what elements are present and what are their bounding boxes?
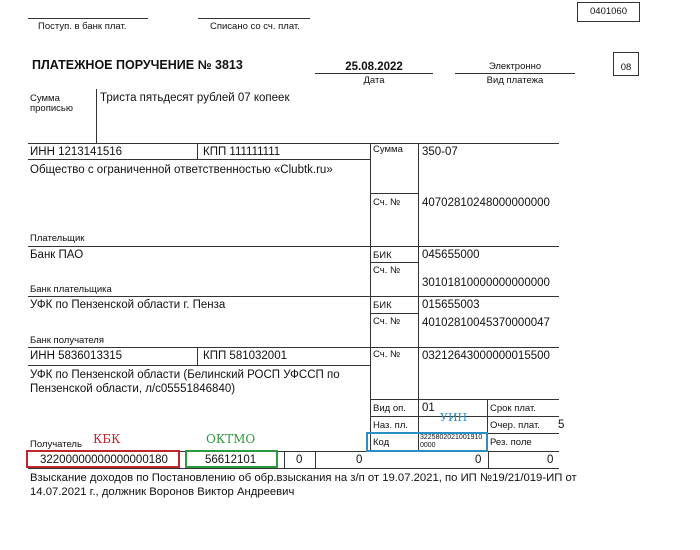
priority-label: Очер. плат. bbox=[490, 420, 540, 431]
amount-words-label-1: Сумма bbox=[30, 93, 60, 104]
grid-line bbox=[315, 451, 316, 468]
status-code: 08 bbox=[620, 62, 632, 73]
budget-field-3: 0 bbox=[475, 454, 482, 466]
payee-account-label: Сч. № bbox=[373, 349, 401, 360]
payee-bank-bik: 015655003 bbox=[422, 299, 480, 311]
uin-code: 32258020210019100000 bbox=[420, 434, 483, 449]
grid-line bbox=[28, 246, 559, 247]
grid-line bbox=[197, 347, 198, 365]
reserve-label: Рез. поле bbox=[490, 437, 532, 448]
grid-line bbox=[370, 313, 419, 314]
document-title: ПЛАТЕЖНОЕ ПОРУЧЕНИЕ № 3813 bbox=[32, 58, 243, 72]
code-label: Код bbox=[373, 437, 390, 448]
payee-label: Получатель bbox=[30, 439, 82, 450]
grid-line bbox=[28, 365, 371, 366]
grid-line bbox=[28, 468, 559, 469]
grid-line bbox=[28, 143, 559, 144]
payee-bank-account: 40102810045370000047 bbox=[422, 317, 550, 329]
grid-line bbox=[370, 262, 419, 263]
payment-purpose-line-2: 14.07.2021 г., должник Воронов Виктор Андреевич bbox=[30, 486, 295, 498]
grid-line bbox=[28, 159, 371, 160]
grid-line bbox=[28, 296, 559, 297]
priority: 5 bbox=[558, 419, 565, 431]
payee-account: 03212643000000015500 bbox=[422, 350, 550, 362]
payer-account: 40702810248000000000 bbox=[422, 197, 550, 209]
payer-bank-account: 30101810000000000000 bbox=[422, 277, 550, 289]
amount-words-divider bbox=[96, 89, 97, 143]
payment-type: Электронно bbox=[488, 61, 542, 72]
grid-line bbox=[28, 347, 559, 348]
form-code: 0401060 bbox=[590, 6, 627, 17]
payer-bank-bik: 045655000 bbox=[422, 249, 480, 261]
grid-line bbox=[370, 399, 559, 400]
op-type: 01 bbox=[422, 402, 435, 414]
budget-field-1: 0 bbox=[296, 454, 303, 466]
budget-field-4: 0 bbox=[547, 454, 554, 466]
payer-bank-label: Банк плательщика bbox=[30, 284, 112, 295]
grid-line bbox=[284, 451, 285, 468]
payment-type-line bbox=[455, 73, 575, 74]
received-line bbox=[28, 18, 148, 19]
payee-inn: ИНН 5836013315 bbox=[30, 350, 123, 362]
purpose-code-label: Наз. пл. bbox=[373, 420, 408, 431]
kbk-annotation: КБК bbox=[93, 432, 121, 446]
op-type-label: Вид оп. bbox=[373, 403, 406, 414]
oktmo-value: 56612101 bbox=[205, 454, 257, 466]
payee-kpp: КПП 581032001 bbox=[203, 350, 287, 362]
debited-label: Списано со сч. плат. bbox=[210, 21, 300, 32]
kbk-highlight-box bbox=[26, 450, 180, 468]
grid-line bbox=[197, 143, 198, 159]
payee-name-line-2: Пензенской области, л/с05551846840) bbox=[30, 383, 236, 395]
payer-bank-name: Банк ПАО bbox=[30, 249, 84, 261]
payee-name-line-1: УФК по Пензенской области (Белинский РОСП УФССП по bbox=[30, 369, 340, 381]
grid-line bbox=[488, 451, 489, 468]
payee-bank-bik-label: БИК bbox=[373, 300, 392, 311]
amount-words-label-2: прописью bbox=[30, 103, 73, 114]
kbk-value: 32200000000000000180 bbox=[40, 454, 168, 466]
oktmo-annotation: ОКТМО bbox=[206, 432, 256, 446]
payer-bank-bik-label: БИК bbox=[373, 250, 392, 261]
amount-value: 350-07 bbox=[422, 146, 458, 158]
debited-line bbox=[198, 18, 310, 19]
budget-field-2: 0 bbox=[356, 454, 363, 466]
oktmo-highlight-box bbox=[185, 450, 278, 468]
date-label: Дата bbox=[363, 75, 385, 86]
payment-purpose-line-1: Взыскание доходов по Постановлению об обр.взыскания на з/п от 19.07.2021, по ИП №19/21/019-ИП от bbox=[30, 472, 577, 484]
payee-bank-name: УФК по Пензенской области г. Пенза bbox=[30, 299, 226, 311]
received-label: Поступ. в банк плат. bbox=[38, 21, 127, 32]
date-line bbox=[315, 73, 433, 74]
amount-words-value: Триста пятьдесят рублей 07 копеек bbox=[100, 92, 290, 104]
term-label: Срок плат. bbox=[490, 403, 536, 414]
uin-annotation: УИН bbox=[440, 411, 468, 424]
payer-account-label: Сч. № bbox=[373, 197, 401, 208]
grid-line bbox=[370, 193, 419, 194]
amount-label: Сумма bbox=[373, 144, 403, 155]
payee-bank-account-label: Сч. № bbox=[373, 316, 401, 327]
payer-kpp: КПП 111111111 bbox=[203, 146, 281, 158]
grid-line bbox=[418, 143, 419, 451]
payer-bank-account-label: Сч. № bbox=[373, 265, 401, 276]
payer-label: Плательщик bbox=[30, 233, 85, 244]
uin-highlight-box bbox=[366, 432, 488, 452]
payee-bank-label: Банк получателя bbox=[30, 335, 104, 346]
payment-type-label: Вид платежа bbox=[486, 75, 544, 86]
document-date: 25.08.2022 bbox=[345, 61, 403, 73]
payer-name: Общество с ограниченной ответственностью «Clubtk.ru» bbox=[30, 164, 333, 176]
payer-inn: ИНН 1213141516 bbox=[30, 146, 123, 158]
grid-line bbox=[370, 143, 371, 451]
